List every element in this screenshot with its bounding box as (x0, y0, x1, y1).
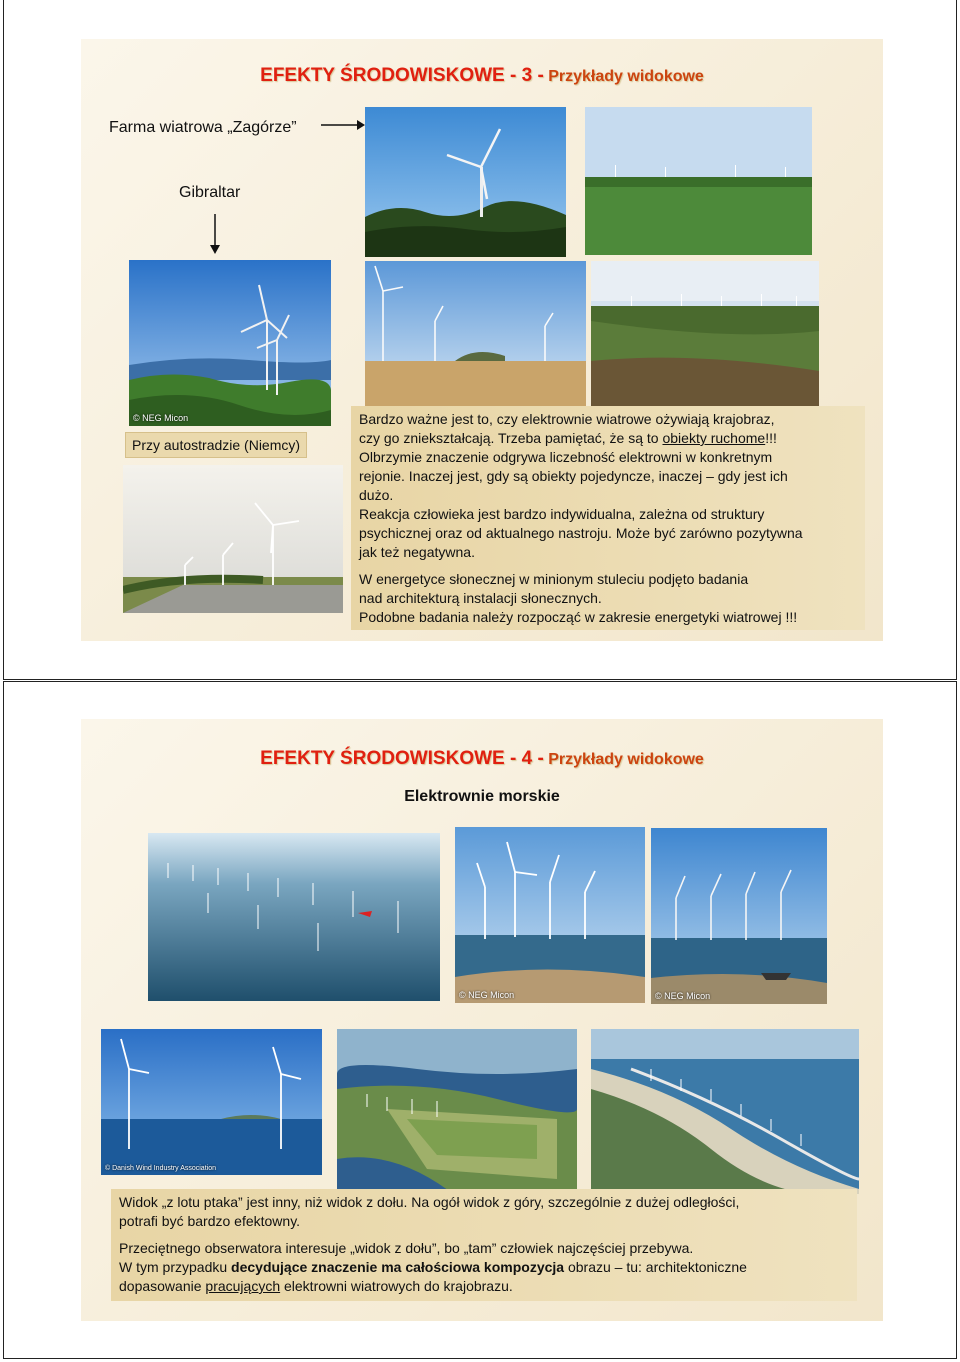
photo-credit: © NEG Micon (133, 413, 189, 423)
text-line: rejonie. Inaczej jest, gdy są obiekty pojedyncze, inaczej – gdy jest ich (359, 468, 788, 484)
slide-3 (81, 39, 883, 641)
label-highway-germany: Przy autostradzie (Niemcy) (125, 432, 307, 458)
text-line: jak też negatywna. (359, 544, 475, 560)
slide-title (81, 65, 883, 87)
text-line: Widok „z lotu ptaka” jest inny, niż widok z dołu. Na ogół widok z góry, szczególnie z dużej odległości, (119, 1194, 740, 1210)
slide-4-body-text (111, 1189, 857, 1301)
text-span: W tym przypadku (119, 1259, 232, 1275)
label-farm-zagorze: Farma wiatrowa „Zagórze” (109, 119, 297, 136)
document-page-2 (3, 681, 957, 1359)
photo-turbines-meadow (365, 261, 586, 406)
photo-green-field (585, 107, 812, 255)
text-line (119, 1258, 849, 1277)
text-line (119, 1277, 849, 1296)
slide-3-body-text (351, 406, 865, 630)
text-span: obrazu – tu: architektoniczne (564, 1259, 747, 1275)
label-gibraltar: Gibraltar (179, 184, 241, 201)
photo-offshore-turbines-beach (455, 827, 645, 1003)
photo-credit: © NEG Micon (655, 991, 711, 1001)
text-span: elektrowni wiatrowych do krajobrazu. (280, 1278, 513, 1294)
text-line: Reakcja człowieka jest bardzo indywidualna, zależna od struktury (359, 506, 765, 522)
document-page-1 (3, 0, 957, 680)
text-underlined: obiekty ruchome (662, 430, 766, 446)
text-line: potrafi być bardzo efektowny. (119, 1213, 301, 1229)
text-line: Podobne badania należy rozpocząć w zakresie energetyki wiatrowej !!! (359, 609, 798, 625)
photo-credit: © Danish Wind Industry Association (105, 1165, 216, 1172)
text-line: nad architekturą instalacji słonecznych. (359, 590, 602, 606)
photo-offshore-turbines-island (101, 1029, 322, 1175)
arrow-right-icon (321, 119, 365, 131)
text-line: Olbrzymie znaczenie odgrywa liczebność elektrowni w konkretnym (359, 449, 773, 465)
slide-4 (81, 719, 883, 1321)
text-line: Przeciętnego obserwatora interesuje „widok z dołu”, bo „tam” człowiek najczęściej przebywa. (119, 1240, 694, 1256)
text-span: !!! (765, 430, 777, 446)
slide-title (81, 748, 883, 770)
arrow-down-icon (209, 214, 221, 254)
photo-turbines-farmland (591, 261, 819, 406)
photo-gibraltar (129, 260, 331, 426)
text-line: W energetyce słonecznej w minionym stuleciu podjęto badania (359, 571, 749, 587)
text-bold: decydujące znaczenie ma całościowa kompozycja (231, 1259, 565, 1275)
photo-offshore-turbines-boat (651, 828, 827, 1004)
text-underlined: pracujących (205, 1278, 281, 1294)
slide-title-sub: Przykłady widokowe (548, 751, 704, 768)
text-line: Bardzo ważne jest to, czy elektrownie wiatrowe ożywiają krajobraz, (359, 411, 775, 427)
photo-harbour-aerial (591, 1029, 859, 1194)
photo-zagorze-turbine (365, 107, 566, 257)
text-line: dużo. (359, 487, 394, 503)
photo-highway-turbines (123, 465, 343, 613)
photo-offshore-wind-farm-aerial (148, 833, 440, 1001)
text-span: czy go zniekształcają. Trzeba pamiętać, że są to (359, 430, 663, 446)
text-line (359, 429, 857, 448)
photo-coast-aerial (337, 1029, 577, 1197)
slide-title-sub: Przykłady widokowe (548, 68, 704, 85)
slide-title-main: EFEKTY ŚRODOWISKOWE - 4 - (260, 748, 544, 769)
photo-credit: © NEG Micon (459, 990, 515, 1000)
slide-title-main: EFEKTY ŚRODOWISKOWE - 3 - (260, 65, 544, 86)
text-line: psychicznej oraz od aktualnego nastroju. Może być zarówno pozytywna (359, 525, 803, 541)
slide-subtitle: Elektrownie morskie (404, 788, 560, 805)
text-span: dopasowanie (119, 1278, 206, 1294)
